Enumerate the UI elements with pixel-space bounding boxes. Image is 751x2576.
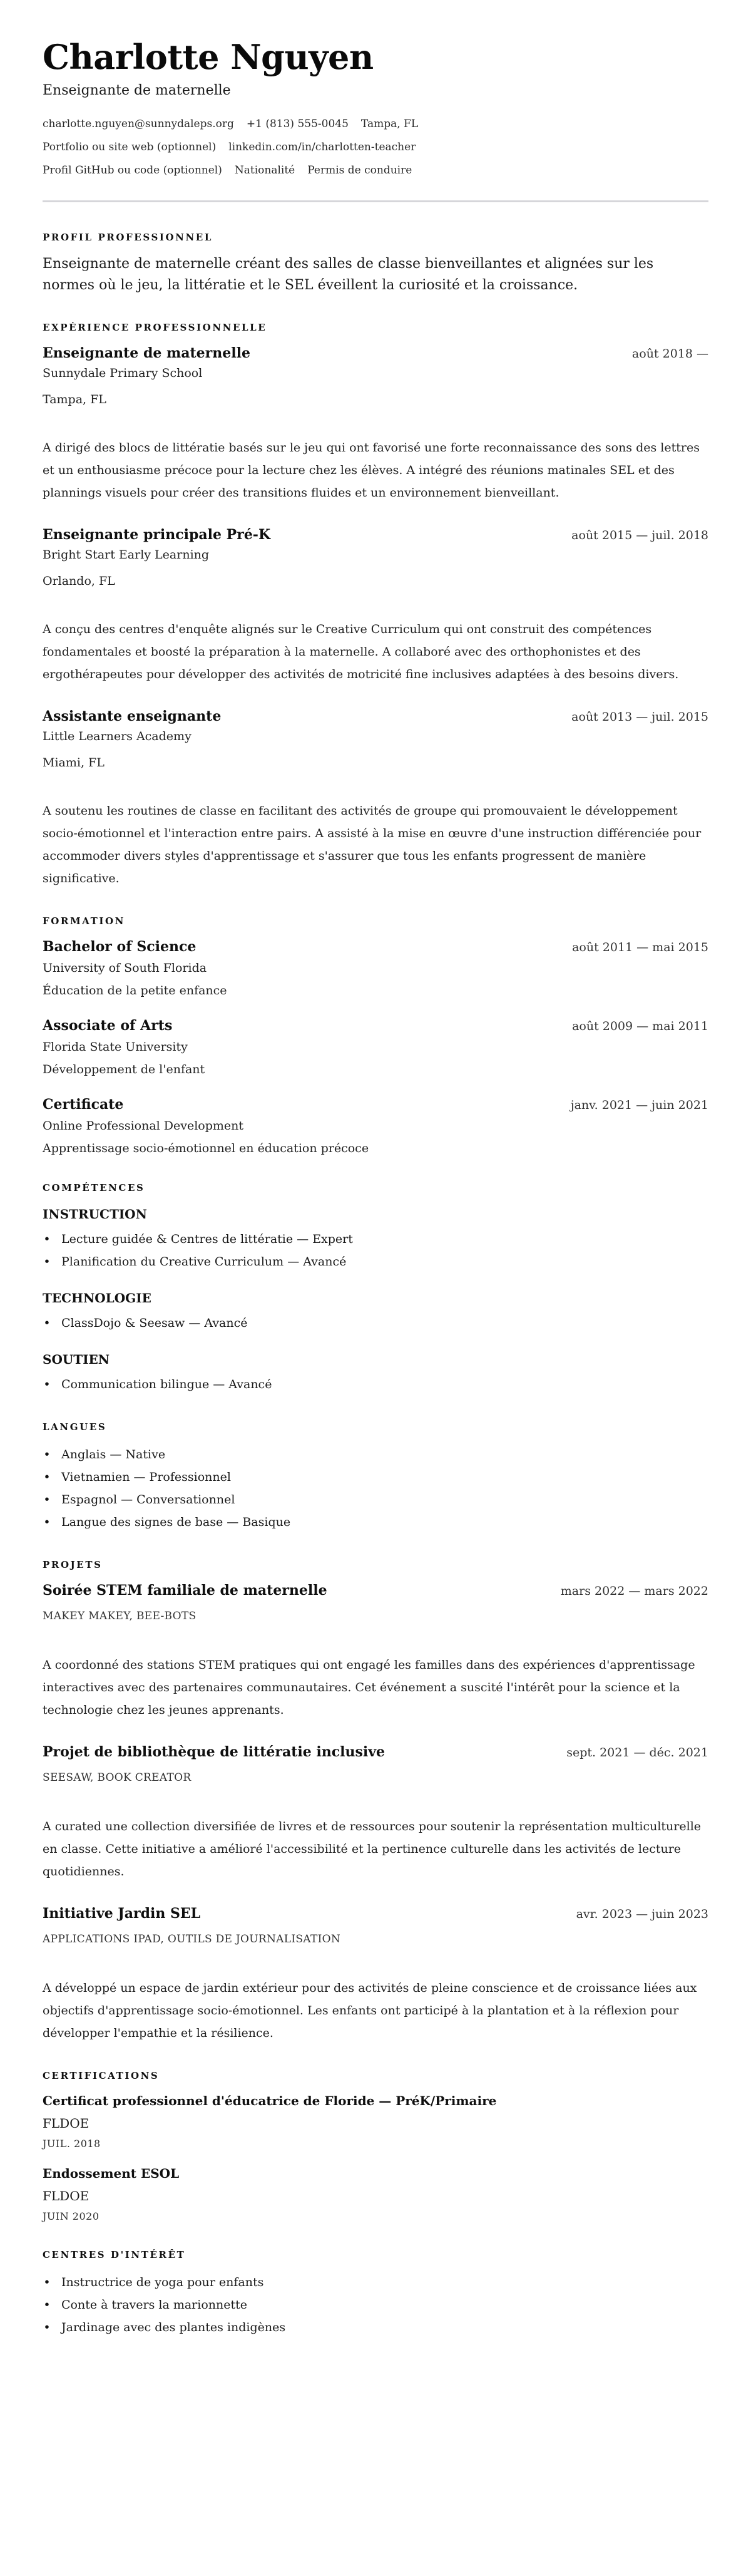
interest-item: • Conte à travers la marionnette bbox=[61, 2294, 708, 2316]
section-title-experience: EXPÉRIENCE PROFESSIONNELLE bbox=[43, 322, 267, 333]
section-title-interests: CENTRES D'INTÉRÊT bbox=[43, 2249, 186, 2260]
contact-row-links bbox=[43, 140, 708, 155]
certification-date: JUIL. 2018 bbox=[43, 2138, 101, 2150]
skill-list bbox=[43, 1312, 708, 1334]
section-education bbox=[43, 915, 708, 1157]
skill-list bbox=[43, 1373, 708, 1396]
job-company: Bright Start Early Learning bbox=[43, 548, 210, 562]
project-tech: SEESAW, BOOK CREATOR bbox=[43, 1771, 192, 1784]
contact-nationality: Nationalité bbox=[234, 164, 295, 177]
section-title-languages: LANGUES bbox=[43, 1421, 107, 1433]
job-company: Little Learners Academy bbox=[43, 729, 192, 743]
skill-group-title: TECHNOLOGIE bbox=[43, 1291, 151, 1306]
school-name: University of South Florida bbox=[43, 961, 207, 975]
school-name: Online Professional Development bbox=[43, 1119, 244, 1133]
language-item: • Anglais — Native bbox=[61, 1443, 708, 1466]
candidate-headline: Enseignante de maternelle bbox=[43, 83, 231, 98]
experience-entry bbox=[43, 344, 708, 504]
degree-title: Bachelor of Science bbox=[43, 939, 197, 955]
section-title-skills: COMPÉTENCES bbox=[43, 1182, 145, 1193]
project-tech: MAKEY MAKEY, BEE-BOTS bbox=[43, 1610, 197, 1622]
project-entry bbox=[43, 1743, 708, 1883]
project-description: A curated une collection diversifiée de livres et de ressources pour soutenir la représentation multiculturelle en classe. Cette initiative a amélioré l'accessibilité et la pertinence culturelle dans les activités de lecture quotidiennes. bbox=[43, 1820, 702, 1878]
language-list bbox=[43, 1443, 708, 1533]
job-title: Enseignante principale Pré-K bbox=[43, 527, 271, 543]
interest-list bbox=[43, 2271, 708, 2339]
section-certifications bbox=[43, 2069, 708, 2223]
project-entry bbox=[43, 1904, 708, 2044]
field-of-study: Développement de l'enfant bbox=[43, 1063, 205, 1076]
skill-group-title: INSTRUCTION bbox=[43, 1207, 147, 1222]
job-title: Assistante enseignante bbox=[43, 708, 222, 724]
job-description: A dirigé des blocs de littératie basés sur le jeu qui ont favorisé une forte reconnaissance des sons des lettres et un enthousiasme précoce pour la lecture chez les élèves. A intégré des réunions matinales SEL et des plannings visuels pour créer des transitions fluides et un environnement bienveillant. bbox=[43, 441, 700, 500]
project-name: Projet de bibliothèque de littératie inclusive bbox=[43, 1744, 386, 1760]
contact-location: Tampa, FL bbox=[360, 118, 419, 130]
certification-entry bbox=[43, 2165, 708, 2223]
certification-entry bbox=[43, 2092, 708, 2151]
job-company: Sunnydale Primary School bbox=[43, 366, 203, 380]
section-summary bbox=[43, 231, 708, 296]
school-name: Florida State University bbox=[43, 1040, 188, 1054]
job-dates: août 2015 — juil. 2018 bbox=[571, 528, 708, 542]
job-dates: août 2013 — juil. 2015 bbox=[571, 710, 708, 724]
section-title-summary: PROFIL PROFESSIONNEL bbox=[43, 232, 213, 243]
skill-item: • Planification du Creative Curriculum — Avancé bbox=[61, 1250, 708, 1273]
degree-dates: août 2009 — mai 2011 bbox=[572, 1019, 708, 1033]
contact-github[interactable]: Profil GitHub ou code (optionnel) bbox=[43, 164, 222, 177]
project-dates: avr. 2023 — juin 2023 bbox=[576, 1907, 708, 1921]
project-name: Initiative Jardin SEL bbox=[43, 1905, 201, 1922]
certification-name: Certificat professionnel d'éducatrice de Floride — PréK/Primaire bbox=[43, 2093, 497, 2108]
interest-item: • Instructrice de yoga pour enfants bbox=[61, 2271, 708, 2294]
section-interests bbox=[43, 2249, 708, 2339]
education-entry bbox=[43, 1016, 708, 1078]
contact-row-extra bbox=[43, 163, 708, 178]
skill-item: • ClassDojo & Seesaw — Avancé bbox=[61, 1312, 708, 1334]
section-projects bbox=[43, 1558, 708, 2044]
contact-driving-license: Permis de conduire bbox=[307, 164, 412, 177]
language-item: • Langue des signes de base — Basique bbox=[61, 1511, 708, 1533]
skill-item: • Communication bilingue — Avancé bbox=[61, 1373, 708, 1396]
project-dates: mars 2022 — mars 2022 bbox=[560, 1584, 708, 1598]
job-dates: août 2018 — bbox=[631, 347, 708, 361]
job-title: Enseignante de maternelle bbox=[43, 345, 250, 361]
section-skills bbox=[43, 1182, 708, 1396]
job-description: A conçu des centres d'enquête alignés sur le Creative Curriculum qui ont construit des compétences fondamentales et boosté la préparation à la maternelle. A collaboré avec des orthophonistes et des ergothérapeutes pour développer des activités de motricité fine inclusives adaptées à des besoins divers. bbox=[43, 622, 679, 681]
section-experience bbox=[43, 321, 708, 890]
experience-entry bbox=[43, 707, 708, 890]
contact-row-primary bbox=[43, 116, 708, 131]
degree-dates: août 2011 — mai 2015 bbox=[572, 940, 708, 954]
project-description: A développé un espace de jardin extérieur pour des activités de pleine conscience et de croissance liées aux objectifs d'apprentissage socio-émotionnel. Les enfants ont participé à la plantation et à la réflexion pour développer l'empathie et la résilience. bbox=[43, 1981, 697, 2040]
contact-phone[interactable]: +1 (813) 555-0045 bbox=[246, 118, 349, 130]
candidate-name: Charlotte Nguyen bbox=[43, 37, 374, 77]
skill-group-title: SOUTIEN bbox=[43, 1352, 110, 1367]
certification-date: JUIN 2020 bbox=[43, 2210, 100, 2222]
job-location: Miami, FL bbox=[43, 756, 105, 770]
section-languages bbox=[43, 1421, 708, 1533]
degree-dates: janv. 2021 — juin 2021 bbox=[570, 1098, 708, 1112]
project-entry bbox=[43, 1581, 708, 1721]
contact-email[interactable]: charlotte.nguyen@sunnydaleps.org bbox=[43, 118, 234, 130]
interest-item: • Jardinage avec des plantes indigènes bbox=[61, 2316, 708, 2339]
section-title-projects: PROJETS bbox=[43, 1559, 103, 1570]
job-description: A soutenu les routines de classe en facilitant des activités de groupe qui promouvaient le développement socio-émotionnel et l'interaction entre pairs. A assisté à la mise en œuvre d'une instruction différenciée pour accommoder divers styles d'apprentissage et s'assurer que tous les enfants progressent de manière significative. bbox=[43, 804, 702, 885]
field-of-study: Éducation de la petite enfance bbox=[43, 984, 227, 997]
section-title-certifications: CERTIFICATIONS bbox=[43, 2070, 160, 2081]
project-name: Soirée STEM familiale de maternelle bbox=[43, 1582, 327, 1599]
job-location: Orlando, FL bbox=[43, 574, 115, 588]
education-entry bbox=[43, 1095, 708, 1157]
certification-issuer: FLDOE bbox=[43, 2116, 89, 2131]
language-item: • Vietnamien — Professionnel bbox=[61, 1466, 708, 1488]
skill-item: • Lecture guidée & Centres de littératie — Expert bbox=[61, 1228, 708, 1250]
header-divider bbox=[43, 200, 708, 202]
contact-linkedin[interactable]: linkedin.com/in/charlotten-teacher bbox=[228, 141, 416, 153]
contact-portfolio[interactable]: Portfolio ou site web (optionnel) bbox=[43, 141, 217, 153]
certification-issuer: FLDOE bbox=[43, 2188, 89, 2203]
degree-title: Certificate bbox=[43, 1096, 124, 1113]
section-title-education: FORMATION bbox=[43, 915, 125, 927]
project-tech: APPLICATIONS IPAD, OUTILS DE JOURNALISATION bbox=[43, 1933, 341, 1945]
summary-text: Enseignante de maternelle créant des salles de classe bienveillantes et alignées sur les normes où le jeu, la littératie et le SEL éveillent la curiosité et la croissance. bbox=[43, 256, 654, 293]
education-entry bbox=[43, 937, 708, 999]
experience-entry bbox=[43, 525, 708, 686]
field-of-study: Apprentissage socio-émotionnel en éducation précoce bbox=[43, 1141, 369, 1155]
job-location: Tampa, FL bbox=[43, 393, 106, 406]
project-dates: sept. 2021 — déc. 2021 bbox=[566, 1746, 708, 1759]
skill-list bbox=[43, 1228, 708, 1273]
degree-title: Associate of Arts bbox=[43, 1018, 173, 1034]
resume-header bbox=[43, 36, 708, 178]
certification-name: Endossement ESOL bbox=[43, 2166, 180, 2181]
project-description: A coordonné des stations STEM pratiques qui ont engagé les familles dans des expériences d'apprentissage interactives avec des partenaires communautaires. Cet événement a suscité l'intérêt pour la science et la technologie chez les jeunes apprenants. bbox=[43, 1658, 695, 1717]
language-item: • Espagnol — Conversationnel bbox=[61, 1488, 708, 1511]
